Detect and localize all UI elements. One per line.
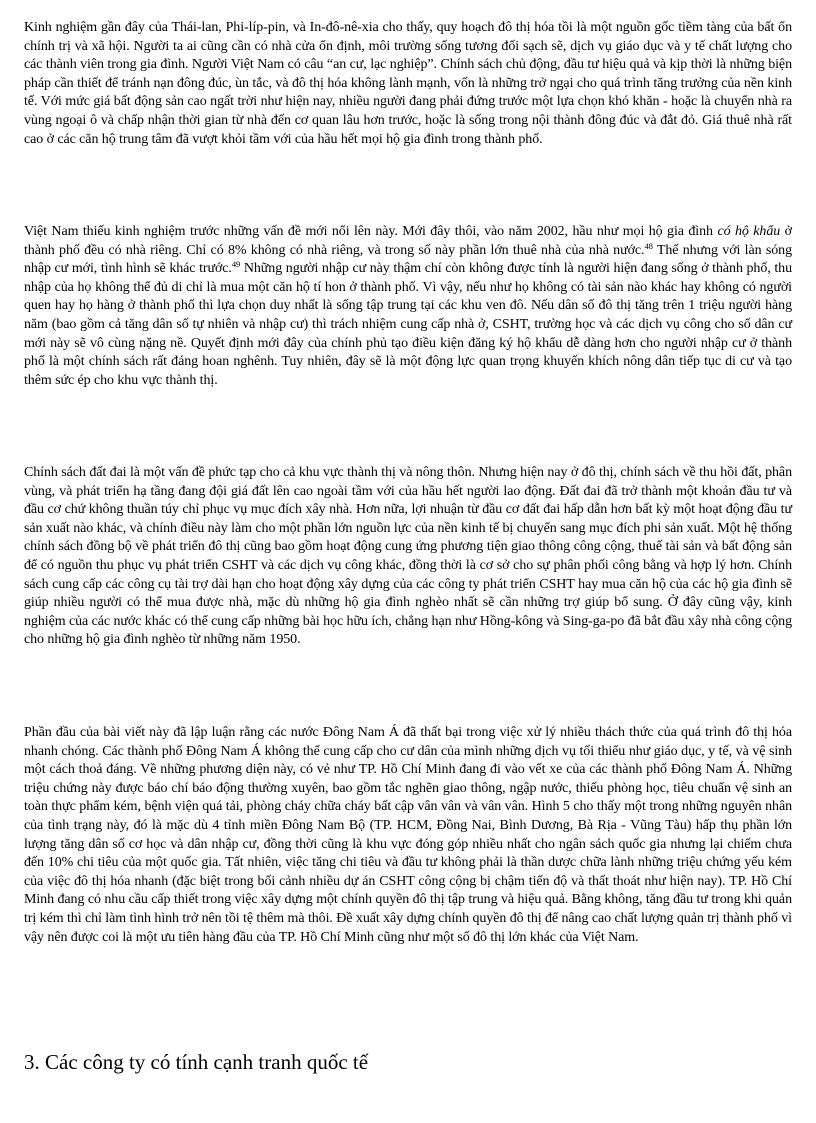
paragraph-vietnam-experience — [24, 223, 792, 446]
paragraph-hcmc-governance: Phần đầu của bài viết này đã lập luận rằng các nước Đông Nam Á đã thất bại trong việc xử lý nhiều thách thức của quá trình đô thị hóa nhanh chóng. Các thành phố Đông Nam Á không thể cung cấp cho cư dân của mình những dịch vụ tối thiểu như giáo dục, y tế, và vệ sinh một cách thoả đáng. Về những phương diện này, có vẻ như TP. Hồ Chí Minh đang đi vào vết xe của các thành phố Đông Nam Á. Những triệu chứng này được báo chí báo động thường xuyên, bao gồm tắc nghẽn giao thông, ngập nước, thiếu phòng học, tiêu chuẩn vệ sinh an toàn thực phẩm kém, bệnh viện quá tải, phòng cháy chữa cháy bất cập vân vân và vân vân. Hình 5 cho thấy một trong những nguyên nhân của tình trạng này, đó là mặc dù 4 tỉnh miền Đông Nam Bộ (TP. HCM, Đồng Nai, Bình Dương, Bà Rịa - Vũng Tàu) hấp thụ phần lớn lượng tăng dân số cơ học và dân nhập cư, đồng thời cũng là khu vực đóng góp nhiều nhất cho ngân sách quốc gia nhưng lại chiếm chưa đến 10% chi tiêu của một quốc gia. Tất nhiên, việc tăng chi tiêu và đầu tư không phải là thần dược chữa lành những triệu chứng yếu kém của việc đô thị hóa nhanh (đặc biệt trong bối cảnh nhiều dự án CSHT công cộng bị chậm tiến độ và thất thoát như hiện nay). TP. Hồ Chí Minh đang có nhu cầu cấp thiết trong việc xây dựng một chính quyền đô thị tập trung và hiệu quả. Bằng không, tăng đầu tư trong khi quản trị kém thì chỉ làm tình hình trở nên tồi tệ thêm mà thôi. Đề xuất xây dựng chính quyền đô thị để nâng cao chất lượng quản trị thành phố vì vậy nên được coi là một ưu tiên hàng đầu của TP. Hồ Chí Minh cũng như một số đô thị lớn khác của Việt Nam. — [24, 725, 792, 945]
paragraph-text-part: ở thành phố đều có nhà riêng. Chỉ có 8% không có nhà riêng, và trong số này phần lớn thuê nhà của nhà nước. — [24, 224, 792, 258]
italic-phrase: có hộ khẩu — [717, 224, 781, 239]
paragraph-land-policy: Chính sách đất đai là một vấn đề phức tạp cho cả khu vực thành thị và nông thôn. Nhưng hiện nay ở đô thị, chính sách về thu hồi đất, phân vùng, và phát triển hạ tầng đang đội giá đất lên cao ngoài tầm với của hầu hết người lao động. Đất đai đã trở thành một khoản đầu tư và đầu cơ chứ không thuần túy chỉ phục vụ mục đích xây nhà. Hơn nữa, lợi nhuận từ đầu cơ đất đai hấp dẫn hơn bất kỳ một hoạt động đầu tư sản xuất nào khác, và chính điều này làm cho một phần lớn nguồn lực của nền kinh tế bị chuyển sang mục đích phi sản xuất. Một hệ thống chính sách đồng bộ về phát triển đô thị cũng bao gồm hoạt động cung ứng phương tiện giao thông công cộng, thuế tài sản và bất động sản để có nguồn thu phục vụ phát triển CSHT và các dịch vụ công khác, đồng thời là cơ sở cho sự phân phối công bằng và hợp lý hơn. Chính sách cung cấp các công cụ tài trợ dài hạn cho hoạt động xây dựng của các công ty phát triển CSHT hay mua căn hộ của các hộ gia đình sẽ giúp nhiều người có thể mua được nhà, mặc dù những hộ gia đình nghèo nhất sẽ cần những trợ giúp bổ sung. Ở đây cũng vậy, kinh nghiệm của các nước khác có thể cung cấp những bài học hữu ích, chẳng hạn như Hồng-kông và Sing-ga-po đã bắt đầu xây nhà công cộng cho những hộ gia đình nghèo từ những năm 1950. — [24, 465, 792, 648]
paragraph-text-part: Những người nhập cư này thậm chí còn không được tính là người hiện đang sống ở thành phố, thu nhập của họ không thể đủ di chỉ là mua một căn hộ tí hon ở thành phố. Vì vậy, nếu như họ không có tài sản nào khác hay không có người quen hay họ hàng ở thành phố thì lựa chọn duy nhất là sống tập trung tại các khu ven đô. Nếu dân số đô thị tăng trên 1 triệu người hàng năm (bao gồm cả tăng dân số tự nhiên và nhập cư) thì trách nhiệm cung cấp nhà ở, CSHT, trường học và các dịch vụ công cho số dân cư mới này sẽ vô cùng nặng nề. Quyết định mới đây của chính phủ tạo điều kiện đăng ký hộ khẩu dễ dàng hơn cho người nhập cư ở thành phố là một chính sách rất đáng hoan nghênh. Tuy nhiên, đây sẽ là một động lực quan trọng khuyến khích nông dân tiếp tục di cư và tạo thêm sức ép cho khu vực thành thị. — [24, 261, 792, 388]
paragraph-urbanization-risk: Kinh nghiệm gần đây của Thái-lan, Phi-líp-pin, và In-đô-nê-xia cho thấy, quy hoạch đô thị hóa tồi là một nguồn gốc tiềm tàng của bất ổn chính trị và xã hội. Người ta ai cũng cần có nhà cửa ổn định, môi trường sống tương đối sạch sẽ, dịch vụ giáo dục và y tế chất lượng cho các thành viên trong gia đình. Người Việt Nam có câu “an cư, lạc nghiệp”. Chính sách chủ động, đầu tư hiệu quả và kịp thời là những biện pháp cần thiết để tránh nạn đông đúc, ùn tắc, và đô thị hóa không lành mạnh, vốn là những trở ngại cho quá trình tăng trưởng của nền kinh tế. Với mức giá bất động sản cao ngất trời như hiện nay, nhiều người đang phải đứng trước một lựa chọn khó khăn - hoặc là chuyển nhà ra vùng ngoại ô và chấp nhận thời gian từ nhà đến cơ quan lâu hơn trước, hoặc là sống trong nội thành đông đúc và đắt đỏ. Giá thuê nhà rất cao ở các căn hộ trung tâm đã vượt khỏi tầm với của hầu hết mọi hộ gia đình trong thành phố. — [24, 20, 792, 147]
paragraph-text-part: Việt Nam thiếu kinh nghiệm trước những vấn đề mới nổi lên này. Mới đây thôi, vào năm 2002, hầu như mọi hộ gia đình — [24, 224, 718, 239]
section-heading: 3. Các công ty có tính cạnh tranh quốc tế — [24, 1050, 369, 1074]
footnote-marker-48[interactable]: 48 — [644, 240, 653, 251]
footnote-marker-49[interactable]: 49 — [231, 259, 241, 270]
paragraph-text-part: Thế nhưng với làn sóng nhập cư mới, tình hình sẽ khác trước. — [24, 242, 792, 277]
